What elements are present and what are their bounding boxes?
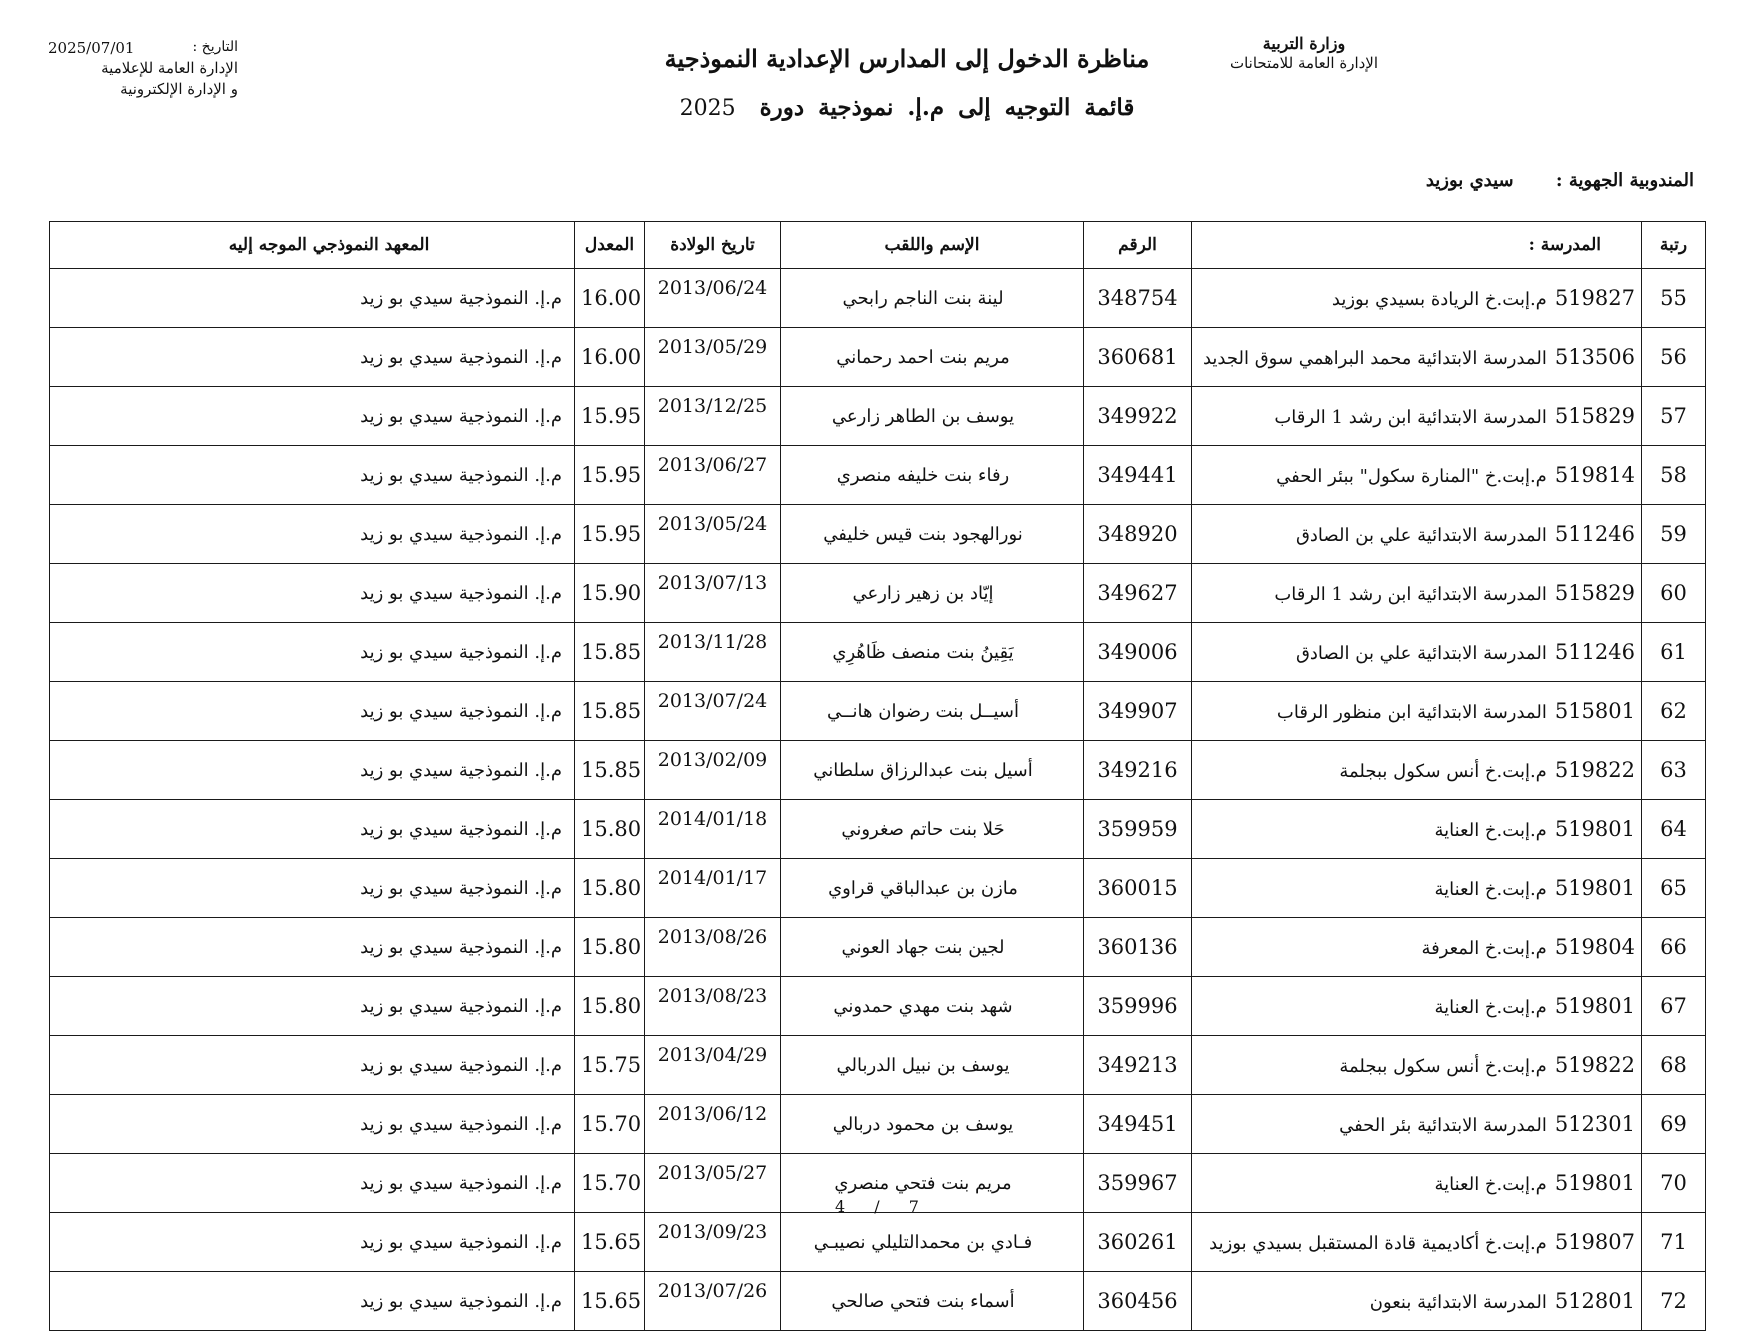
cell-school (1192, 741, 1642, 800)
date-value: 2025/07/01 (48, 39, 135, 57)
cell-number: 349907 (1084, 682, 1192, 741)
table-row (50, 800, 1706, 859)
page-current: 4 (835, 1197, 846, 1216)
pagination (0, 1197, 1754, 1216)
cell-average: 15.75 (575, 1036, 645, 1095)
cell-rank: 68 (1642, 1036, 1706, 1095)
cell-institute: م.إ. النموذجية سيدي بو زيد (50, 741, 575, 800)
cell-institute: م.إ. النموذجية سيدي بو زيد (50, 446, 575, 505)
cell-dob: 2013/09/23 (645, 1213, 781, 1272)
cell-average: 15.85 (575, 682, 645, 741)
cell-dob: 2013/05/27 (645, 1154, 781, 1213)
cell-school (1192, 1213, 1642, 1272)
col-header-rank: رتبة (1642, 222, 1706, 269)
school-name: المدرسة الابتدائية بئر الحفي (1339, 1115, 1547, 1136)
results-table-wrapper (49, 221, 1705, 1313)
school-name: المدرسة الابتدائية ابن منظور الرقاب (1276, 702, 1547, 723)
cell-name: لينة بنت الناجم رابحي (781, 269, 1084, 328)
cell-rank: 63 (1642, 741, 1706, 800)
cell-dob: 2013/07/26 (645, 1272, 781, 1331)
cell-rank: 59 (1642, 505, 1706, 564)
cell-school (1192, 623, 1642, 682)
cell-number: 348920 (1084, 505, 1192, 564)
region-line (1426, 170, 1694, 191)
cell-rank: 62 (1642, 682, 1706, 741)
cell-average: 15.90 (575, 564, 645, 623)
school-name: م.إبت.خ أنس سكول ببجلمة (1339, 1056, 1547, 1077)
school-code: 512801 (1554, 1289, 1635, 1313)
cell-rank: 57 (1642, 387, 1706, 446)
table-row (50, 1213, 1706, 1272)
cell-institute: م.إ. النموذجية سيدي بو زيد (50, 328, 575, 387)
exams-department: الإدارة العامة للامتحانات (1229, 54, 1379, 72)
cell-institute: م.إ. النموذجية سيدي بو زيد (50, 1154, 575, 1213)
cell-rank: 67 (1642, 977, 1706, 1036)
cell-dob: 2013/02/09 (645, 741, 781, 800)
school-name: م.إبت.خ الريادة بسيدي بوزيد (1331, 289, 1547, 310)
school-name: المدرسة الابتدائية ابن رشد 1 الرقاب (1274, 584, 1547, 605)
cell-institute: م.إ. النموذجية سيدي بو زيد (50, 682, 575, 741)
cell-school (1192, 682, 1642, 741)
cell-name: يوسف بن الطاهر زارعي (781, 387, 1084, 446)
table-row (50, 328, 1706, 387)
cell-number: 360261 (1084, 1213, 1192, 1272)
school-name: م.إبت.خ "المنارة سكول" ببئر الحفي (1276, 466, 1547, 487)
col-header-institute: المعهد النموذجي الموجه إليه (50, 222, 575, 269)
school-code: 519822 (1554, 758, 1635, 782)
cell-school (1192, 918, 1642, 977)
cell-number: 349451 (1084, 1095, 1192, 1154)
cell-rank: 58 (1642, 446, 1706, 505)
cell-name: حَلا بنت حاتم صغروني (781, 800, 1084, 859)
cell-school (1192, 859, 1642, 918)
table-row (50, 741, 1706, 800)
cell-name: لجين بنت جهاد العوني (781, 918, 1084, 977)
cell-average: 15.70 (575, 1095, 645, 1154)
school-code: 519827 (1554, 286, 1635, 310)
cell-average: 15.65 (575, 1272, 645, 1331)
cell-dob: 2013/08/23 (645, 977, 781, 1036)
region-label: المندوبية الجهوية : (1555, 170, 1694, 191)
cell-rank: 69 (1642, 1095, 1706, 1154)
cell-average: 15.95 (575, 505, 645, 564)
school-code: 515829 (1554, 581, 1635, 605)
cell-number: 360015 (1084, 859, 1192, 918)
cell-school (1192, 446, 1642, 505)
cell-dob: 2013/04/29 (645, 1036, 781, 1095)
cell-rank: 66 (1642, 918, 1706, 977)
cell-school (1192, 269, 1642, 328)
table-row (50, 859, 1706, 918)
cell-dob: 2014/01/18 (645, 800, 781, 859)
table-row (50, 623, 1706, 682)
cell-rank: 72 (1642, 1272, 1706, 1331)
school-code: 519807 (1554, 1230, 1635, 1254)
table-row (50, 387, 1706, 446)
cell-rank: 71 (1642, 1213, 1706, 1272)
school-code: 511246 (1554, 640, 1635, 664)
cell-number: 349441 (1084, 446, 1192, 505)
cell-institute: م.إ. النموذجية سيدي بو زيد (50, 269, 575, 328)
school-code: 519814 (1554, 463, 1635, 487)
cell-dob: 2013/07/24 (645, 682, 781, 741)
cell-institute: م.إ. النموذجية سيدي بو زيد (50, 918, 575, 977)
subtitle-year: 2025 (679, 96, 736, 121)
school-name: المدرسة الابتدائية علي بن الصادق (1295, 643, 1547, 664)
date-label: التاريخ : (192, 39, 238, 55)
region-value: سيدي بوزيد (1425, 170, 1514, 191)
cell-institute: م.إ. النموذجية سيدي بو زيد (50, 859, 575, 918)
cell-name: أسماء بنت فتحي صالحي (781, 1272, 1084, 1331)
cell-dob: 2013/07/13 (645, 564, 781, 623)
ministry-name: وزارة التربية (1262, 34, 1346, 53)
cell-average: 16.00 (575, 269, 645, 328)
school-name: م.إبت.خ العناية (1434, 820, 1547, 841)
cell-rank: 55 (1642, 269, 1706, 328)
cell-school (1192, 1272, 1642, 1331)
cell-name: يوسف بن محمود دربالي (781, 1095, 1084, 1154)
results-table (49, 221, 1706, 1331)
col-header-number: الرقم (1084, 222, 1192, 269)
cell-dob: 2014/01/17 (645, 859, 781, 918)
school-code: 519804 (1554, 935, 1635, 959)
cell-rank: 70 (1642, 1154, 1706, 1213)
media-department-line1: الإدارة العامة للإعلامية (101, 59, 238, 78)
page-subtitle (0, 94, 1754, 121)
school-code: 515801 (1554, 699, 1635, 723)
table-row (50, 505, 1706, 564)
school-name: م.إبت.خ أكاديمية قادة المستقبل بسيدي بوزيد (1209, 1233, 1547, 1254)
cell-average: 15.65 (575, 1213, 645, 1272)
cell-school (1192, 387, 1642, 446)
school-name: المدرسة الابتدائية بنعون (1369, 1292, 1547, 1313)
col-header-name: الإسم واللقب (781, 222, 1084, 269)
school-name: المدرسة الابتدائية ابن رشد 1 الرقاب (1274, 407, 1547, 428)
media-department-line2: و الإدارة الإلكترونية (120, 79, 238, 98)
table-header-row (50, 222, 1706, 269)
cell-number: 359996 (1084, 977, 1192, 1036)
cell-number: 349216 (1084, 741, 1192, 800)
table-row (50, 564, 1706, 623)
school-name: م.إبت.خ العناية (1434, 879, 1547, 900)
cell-institute: م.إ. النموذجية سيدي بو زيد (50, 1272, 575, 1331)
cell-average: 15.80 (575, 977, 645, 1036)
cell-number: 360456 (1084, 1272, 1192, 1331)
cell-average: 15.80 (575, 800, 645, 859)
school-code: 519801 (1554, 876, 1635, 900)
page-separator: / (874, 1197, 880, 1216)
cell-name: إيّاد بن زهير زارعي (781, 564, 1084, 623)
cell-dob: 2013/12/25 (645, 387, 781, 446)
cell-rank: 65 (1642, 859, 1706, 918)
cell-institute: م.إ. النموذجية سيدي بو زيد (50, 505, 575, 564)
cell-institute: م.إ. النموذجية سيدي بو زيد (50, 1095, 575, 1154)
school-code: 519801 (1554, 1171, 1635, 1195)
school-code: 519822 (1554, 1053, 1635, 1077)
school-code: 511246 (1554, 522, 1635, 546)
school-name: م.إبت.خ أنس سكول ببجلمة (1339, 761, 1547, 782)
cell-institute: م.إ. النموذجية سيدي بو زيد (50, 977, 575, 1036)
cell-institute: م.إ. النموذجية سيدي بو زيد (50, 564, 575, 623)
cell-number: 349006 (1084, 623, 1192, 682)
cell-rank: 56 (1642, 328, 1706, 387)
cell-average: 15.80 (575, 859, 645, 918)
cell-number: 349922 (1084, 387, 1192, 446)
table-row (50, 1036, 1706, 1095)
cell-rank: 61 (1642, 623, 1706, 682)
cell-average: 15.85 (575, 741, 645, 800)
page-title: مناظرة الدخول إلى المدارس الإعدادية النموذجية (664, 44, 1150, 73)
school-name: المدرسة الابتدائية محمد البراهمي سوق الجديد (1202, 348, 1547, 369)
cell-dob: 2013/11/28 (645, 623, 781, 682)
cell-name: مريم بنت احمد رحماني (781, 328, 1084, 387)
page-total: 7 (908, 1197, 919, 1216)
cell-average: 15.95 (575, 387, 645, 446)
subtitle-text: قائمة التوجيه إلى م.إ. نموذجية دورة (759, 94, 1135, 121)
cell-number: 359959 (1084, 800, 1192, 859)
cell-name: شهد بنت مهدي حمدوني (781, 977, 1084, 1036)
table-row (50, 269, 1706, 328)
col-header-school: المدرسة : (1192, 222, 1642, 269)
cell-name: أسيل بنت عبدالرزاق سلطاني (781, 741, 1084, 800)
school-code: 512301 (1554, 1112, 1635, 1136)
cell-name: نورالهجود بنت قيس خليفي (781, 505, 1084, 564)
cell-name: مازن بن عبدالباقي قراوي (781, 859, 1084, 918)
table-row (50, 977, 1706, 1036)
table-row (50, 682, 1706, 741)
school-code: 519801 (1554, 994, 1635, 1018)
cell-dob: 2013/06/24 (645, 269, 781, 328)
cell-dob: 2013/08/26 (645, 918, 781, 977)
cell-institute: م.إ. النموذجية سيدي بو زيد (50, 623, 575, 682)
col-header-average: المعدل (575, 222, 645, 269)
cell-name: يوسف بن نبيل الدربالي (781, 1036, 1084, 1095)
cell-school (1192, 564, 1642, 623)
school-code: 515829 (1554, 404, 1635, 428)
table-row (50, 1095, 1706, 1154)
cell-rank: 64 (1642, 800, 1706, 859)
cell-average: 15.80 (575, 918, 645, 977)
cell-dob: 2013/06/27 (645, 446, 781, 505)
cell-number: 349627 (1084, 564, 1192, 623)
cell-average: 15.85 (575, 623, 645, 682)
cell-institute: م.إ. النموذجية سيدي بو زيد (50, 387, 575, 446)
cell-dob: 2013/05/24 (645, 505, 781, 564)
school-name: م.إبت.خ العناية (1434, 997, 1547, 1018)
cell-number: 349213 (1084, 1036, 1192, 1095)
col-header-dob: تاريخ الولادة (645, 222, 781, 269)
table-row (50, 918, 1706, 977)
cell-number: 359967 (1084, 1154, 1192, 1213)
cell-school (1192, 328, 1642, 387)
cell-dob: 2013/05/29 (645, 328, 781, 387)
cell-school (1192, 800, 1642, 859)
cell-school (1192, 1095, 1642, 1154)
cell-name: يَقِينُ بنت منصف ظَاهُرِي (781, 623, 1084, 682)
school-code: 513506 (1554, 345, 1635, 369)
cell-number: 360136 (1084, 918, 1192, 977)
cell-average: 15.70 (575, 1154, 645, 1213)
cell-institute: م.إ. النموذجية سيدي بو زيد (50, 1213, 575, 1272)
cell-school (1192, 505, 1642, 564)
table-row (50, 1272, 1706, 1331)
cell-dob: 2013/06/12 (645, 1095, 781, 1154)
cell-name: مريم بنت فتحي منصري (781, 1154, 1084, 1213)
cell-school (1192, 977, 1642, 1036)
cell-institute: م.إ. النموذجية سيدي بو زيد (50, 800, 575, 859)
cell-school (1192, 1036, 1642, 1095)
cell-average: 16.00 (575, 328, 645, 387)
cell-name: رفاء بنت خليفه منصري (781, 446, 1084, 505)
cell-institute: م.إ. النموذجية سيدي بو زيد (50, 1036, 575, 1095)
school-name: م.إبت.خ العناية (1434, 1174, 1547, 1195)
school-name: المدرسة الابتدائية علي بن الصادق (1295, 525, 1547, 546)
cell-name: أسيــل بنت رضوان هانــي (781, 682, 1084, 741)
school-name: م.إبت.خ المعرفة (1421, 938, 1547, 959)
cell-number: 360681 (1084, 328, 1192, 387)
cell-rank: 60 (1642, 564, 1706, 623)
school-code: 519801 (1554, 817, 1635, 841)
cell-average: 15.95 (575, 446, 645, 505)
cell-number: 348754 (1084, 269, 1192, 328)
cell-name: فـادي بن محمدالتليلي نصيبـي (781, 1213, 1084, 1272)
table-row (50, 446, 1706, 505)
table-body (50, 269, 1706, 1331)
